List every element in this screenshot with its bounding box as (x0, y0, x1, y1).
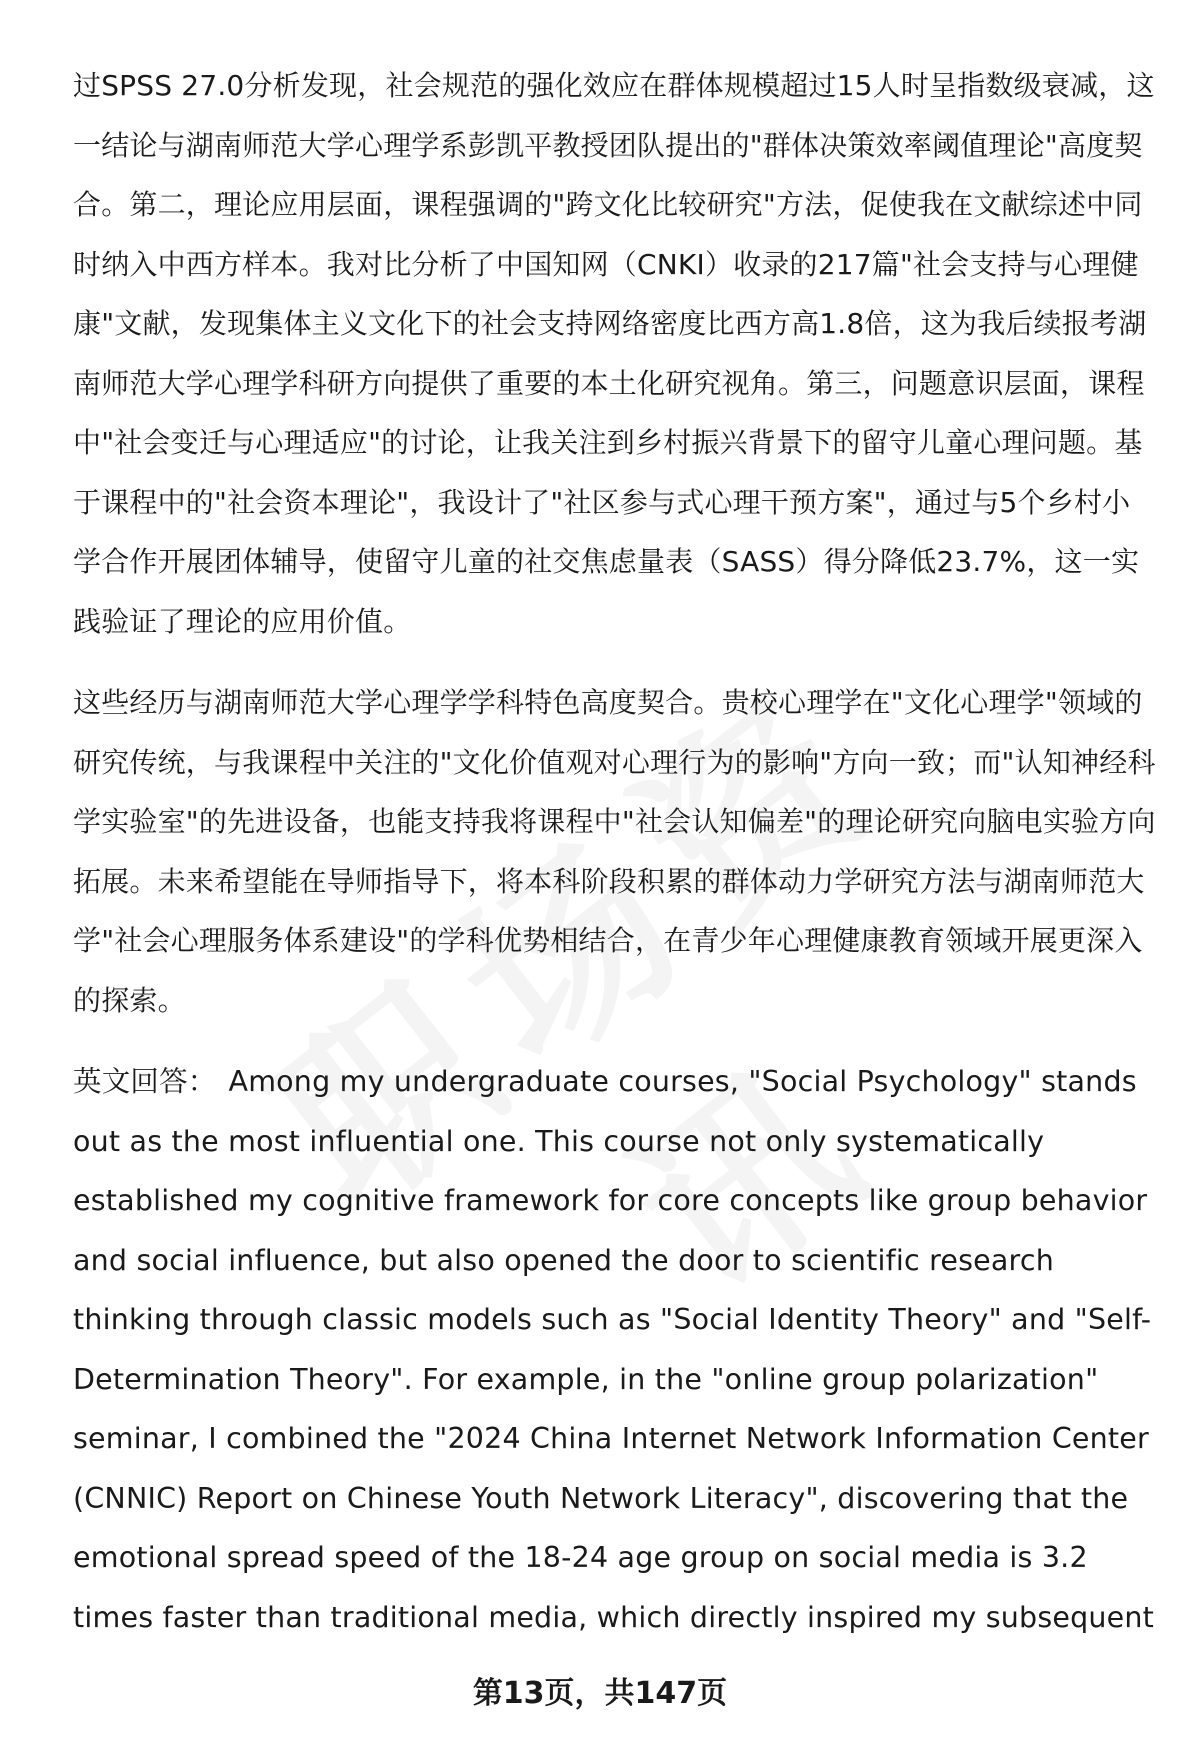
document-page (73, 56, 1158, 1647)
paragraph-english-answer (73, 1052, 1158, 1647)
paragraph-analysis: 过SPSS 27.0分析发现，社会规范的强化效应在群体规模超过15人时呈指数级衰减，这一结论与湖南师范大学心理学系彭凯平教授团队提出的"群体决策效率阈值理论"高度契合。第二，理论应用层面，课程强调的"跨文化比较研究"方法，促使我在文献综述中同时纳入中西方样本。我对比分析了中国知网（CNKI）收录的217篇"社会支持与心理健康"文献，发现集体主义文化下的社会支持网络密度比西方高1.8倍，这为我后续报考湖南师范大学心理学科研方向提供了重要的本土化研究视角。第三，问题意识层面，课程中"社会变迁与心理适应"的讨论，让我关注到乡村振兴背景下的留守儿童心理问题。基于课程中的"社会资本理论"，我设计了"社区参与式心理干预方案"，通过与5个乡村小学合作开展团体辅导，使留守儿童的社交焦虑量表（SASS）得分降低23.7%，这一实践验证了理论的应用价值。 (73, 69, 1155, 638)
page-number-footer: 第13页，共147页 (472, 1676, 728, 1711)
paragraph-school-fit: 这些经历与湖南师范大学心理学学科特色高度契合。贵校心理学在"文化心理学"领域的研究传统，与我课程中关注的"文化价值观对心理行为的影响"方向一致；而"认知神经科学实验室"的先进设备，也能支持我将课程中"社会认知偏差"的理论研究向脑电实验方向拓展。未来希望能在导师指导下，将本科阶段积累的群体动力学研究方法与湖南师范大学"社会心理服务体系建设"的学科优势相结合，在青少年心理健康教育领域开展更深入的探索。 (73, 686, 1156, 1017)
english-answer-text: Among my undergraduate courses, "Social Psychology" stands out as the most influential one. This course not only systematically established my cognitive framework for core concepts like group behavior and social influence, but also opened the door to scientific research thinking through classic models such as "Social Identity Theory" and "Self-Determination Theory". For example, in the "online group polarization" seminar, I combined the "2024 China Internet Network Information Center (CNNIC) Report on Chinese Youth Network Literacy", discovering that the emotional spread speed of the 18-24 age group on social media is 3.2 times faster than traditional media, which directly inspired my subsequent (73, 1065, 1155, 1634)
english-answer-label: 英文回答： (73, 1065, 217, 1098)
